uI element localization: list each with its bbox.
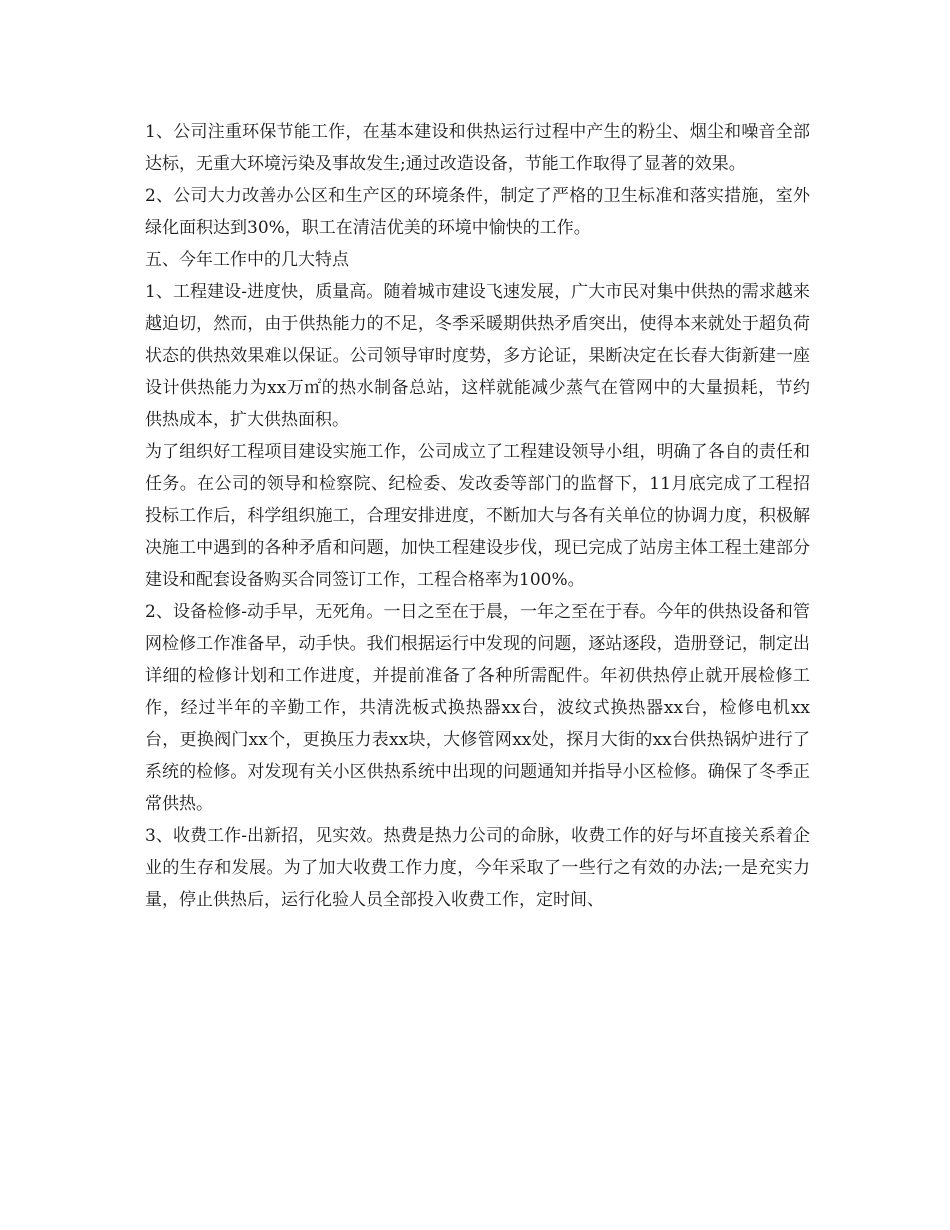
- paragraph-equipment-maintenance: 2、设备检修-动手早，无死角。一日之至在于晨，一年之至在于春。今年的供热设备和管网检修工作准备早，动手快。我们根据运行中发现的问题，逐站逐段，造册登记，制定出详细的检修计划和工作进度，并提前准备了各种所需配件。年初供热停止就开展检修工作，经过半年的辛勤工作，共清洗板式换热器xx台，波纹式换热器xx台，检修电机xx台，更换阀门xx个，更换压力表xx块，大修管网xx处，探月大街的xx台供热锅炉进行了系统的检修。对发现有关小区供热系统中出现的问题通知并指导小区检修。确保了冬季正常供热。: [145, 602, 810, 814]
- paragraph-fee-collection: 3、收费工作-出新招，见实效。热费是热力公司的命脉，收费工作的好与坏直接关系着企业的生存和发展。为了加大收费工作力度，今年采取了一些行之有效的办法;一是充实力量，停止供热后，运行化验人员全部投入收费工作，定时间、: [145, 826, 810, 910]
- paragraph-office-environment: 2、公司大力改善办公区和生产区的环境条件，制定了严格的卫生标准和落实措施，室外绿化面积达到30%，职工在清洁优美的环境中愉快的工作。: [145, 186, 810, 238]
- paragraph-engineering-construction: 1、工程建设-进度快，质量高。随着城市建设飞速发展，广大市民对集中供热的需求越来越迫切，然而，由于供热能力的不足，冬季采暖期供热矛盾突出，使得本来就处于超负荷状态的供热效果难以保证。公司领导审时度势，多方论证，果断决定在长春大街新建一座设计供热能力为xx万㎡的热水制备总站，这样就能减少蒸气在管网中的大量损耗，节约供热成本，扩大供热面积。: [145, 282, 810, 430]
- document-body: [145, 116, 810, 916]
- paragraph-env-protection: 1、公司注重环保节能工作，在基本建设和供热运行过程中产生的粉尘、烟尘和噪音全部达标，无重大环境污染及事故发生;通过改造设备，节能工作取得了显著的效果。: [145, 122, 810, 174]
- section-heading-features: 五、今年工作中的几大特点: [145, 250, 349, 270]
- paragraph-project-organization: 为了组织好工程项目建设实施工作，公司成立了工程建设领导小组，明确了各自的责任和任务。在公司的领导和检察院、纪检委、发改委等部门的监督下，11月底完成了工程招投标工作后，科学组织施工，合理安排进度，不断加大与各有关单位的协调力度，积极解决施工中遇到的各种矛盾和问题，加快工程建设步伐，现已完成了站房主体工程土建部分建设和配套设备购买合同签订工作，工程合格率为100%。: [145, 442, 810, 590]
